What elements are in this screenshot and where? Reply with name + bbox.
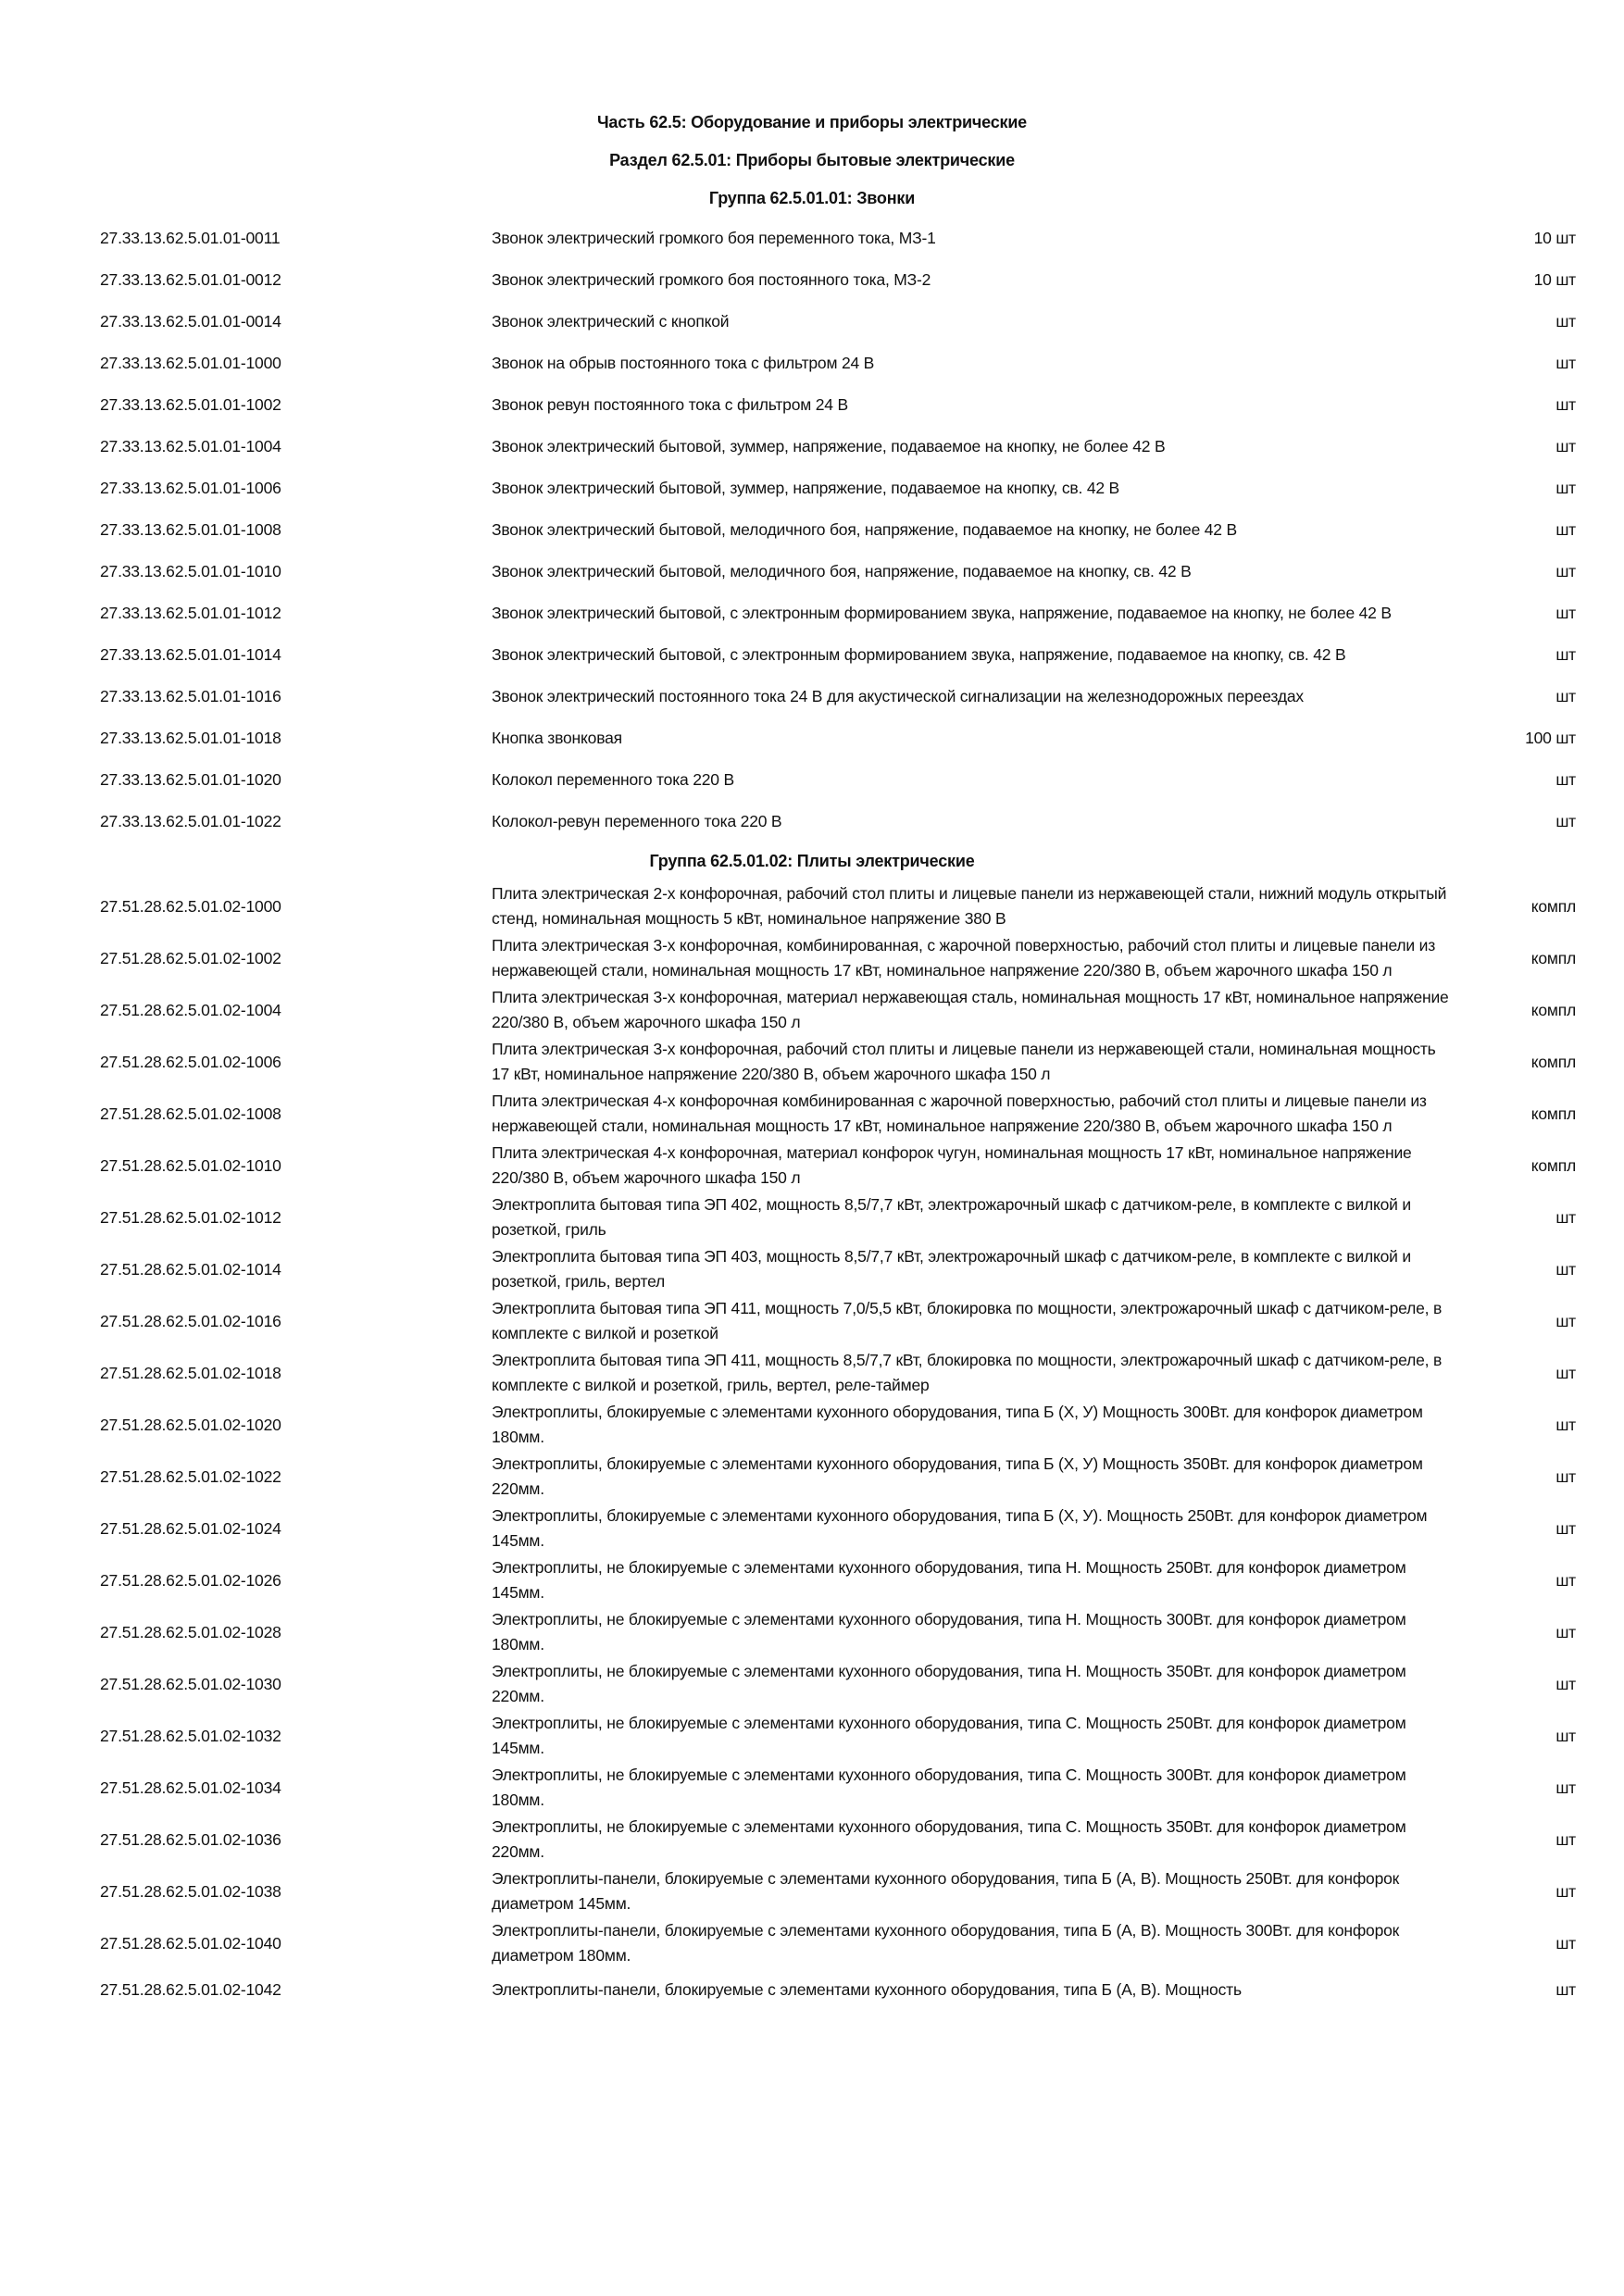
item-description: Кнопка звонковая (492, 729, 622, 747)
table-row (0, 301, 1624, 343)
item-unit: шт (1555, 1259, 1576, 1279)
table-row (0, 551, 1624, 593)
item-code: 27.51.28.62.5.01.02-1038 (100, 1881, 281, 1901)
item-code: 27.51.28.62.5.01.02-1042 (100, 1980, 281, 1999)
item-code: 27.51.28.62.5.01.02-1040 (100, 1933, 281, 1953)
table-row (0, 759, 1624, 801)
item-description: Плита электрическая 3-х конфорочная, рабочий стол плиты и лицевые панели из нержавеющей стали, номинальная мощность 17 кВт, номинальное напряжение 220/380 В, объем жарочного шкафа 150 л (492, 1040, 1436, 1083)
item-unit: шт (1555, 604, 1576, 622)
item-description: Электроплиты, блокируемые с элементами кухонного оборудования, типа Б (Х, У) Мощность 350Вт. для конфорок диаметром 220мм. (492, 1454, 1423, 1498)
item-description: Плита электрическая 3-х конфорочная, комбинированная, с жарочной поверхностью, рабочий стол плиты и лицевые панели из нержавеющей стали, номинальная мощность 17 кВт, номинальное напряжение 220/380 В, объем жарочного шкафа 150 л (492, 936, 1436, 980)
item-description: Электроплиты, блокируемые с элементами кухонного оборудования, типа Б (Х, У). Мощность 250Вт. для конфорок диаметром 145мм. (492, 1506, 1428, 1550)
item-description: Электроплиты, не блокируемые с элементами кухонного оборудования, типа Н. Мощность 350Вт. для конфорок диаметром 220мм. (492, 1662, 1406, 1705)
group-title: Группа 62.5.01.01: Звонки (708, 189, 916, 207)
item-description: Колокол переменного тока 220 В (492, 770, 734, 789)
table-row (0, 718, 1624, 759)
document-page (0, 104, 1624, 2011)
item-description: Звонок электрический бытовой, с электронным формированием звука, напряжение, подаваемое на кнопку, не более 42 В (492, 604, 1392, 622)
item-code: 27.33.13.62.5.01.01-1020 (100, 770, 281, 789)
table-row (0, 1503, 1624, 1554)
table-row (0, 1814, 1624, 1866)
part-title: Часть 62.5: Оборудование и приборы электрические (596, 113, 1027, 131)
table-row (0, 384, 1624, 426)
item-code: 27.33.13.62.5.01.01-1018 (100, 729, 281, 747)
item-unit: шт (1555, 812, 1576, 830)
item-unit: шт (1555, 395, 1576, 414)
item-code: 27.51.28.62.5.01.02-1006 (100, 1052, 281, 1071)
section-title: Раздел 62.5.01: Приборы бытовые электрические (609, 151, 1015, 169)
item-description: Звонок электрический громкого боя переменного тока, МЗ-1 (492, 229, 936, 247)
item-description: Плита электрическая 4-х конфорочная комбинированная с жарочной поверхностью, рабочий стол плиты и лицевые панели из нержавеющей стали, номинальная мощность 17 кВт, номинальное напряжение 220/380 В, объем жарочного шкафа 150 л (492, 1092, 1427, 1135)
item-unit: шт (1555, 1311, 1576, 1330)
item-unit: шт (1555, 1881, 1576, 1901)
item-description: Звонок ревун постоянного тока с фильтром 24 В (492, 395, 848, 414)
item-description: Звонок электрический бытовой, мелодичного боя, напряжение, подаваемое на кнопку, св. 42 В (492, 562, 1192, 580)
item-description: Электроплиты, не блокируемые с элементами кухонного оборудования, типа Н. Мощность 300Вт. для конфорок диаметром 180мм. (492, 1610, 1406, 1653)
item-code: 27.33.13.62.5.01.01-1006 (100, 479, 281, 497)
table-row (0, 1969, 1624, 2011)
item-code: 27.33.13.62.5.01.01-1000 (100, 354, 281, 372)
table-row (0, 1658, 1624, 1710)
item-code: 27.33.13.62.5.01.01-1012 (100, 604, 281, 622)
item-unit: компл (1530, 1155, 1576, 1175)
table-row (0, 634, 1624, 676)
item-unit: шт (1555, 1466, 1576, 1486)
item-unit: компл (1530, 1052, 1576, 1071)
item-description: Электроплиты, не блокируемые с элементами кухонного оборудования, типа С. Мощность 300Вт. для конфорок диаметром 180мм. (492, 1766, 1406, 1809)
table-row (0, 593, 1624, 634)
item-unit: шт (1555, 1415, 1576, 1434)
table-row (0, 932, 1624, 984)
item-code: 27.33.13.62.5.01.01-1010 (100, 562, 281, 580)
item-description: Звонок электрический громкого боя постоянного тока, МЗ-2 (492, 270, 931, 289)
item-code: 27.51.28.62.5.01.02-1028 (100, 1622, 281, 1641)
item-description: Электроплиты-панели, блокируемые с элементами кухонного оборудования, типа Б (А, В). Мощность 250Вт. для конфорок диаметром 145мм. (492, 1869, 1400, 1913)
item-code: 27.33.13.62.5.01.01-1014 (100, 645, 281, 664)
item-description: Звонок электрический бытовой, зуммер, напряжение, подаваемое на кнопку, не более 42 В (492, 437, 1166, 455)
table-row (0, 1606, 1624, 1658)
table-row (0, 259, 1624, 301)
item-description: Электроплита бытовая типа ЭП 411, мощность 8,5/7,7 кВт, блокировка по мощности, электрожарочный шкаф с датчиком-реле, в комплекте с вилкой и розеткой, гриль, вертел, реле-таймер (492, 1351, 1443, 1394)
table-row (0, 509, 1624, 551)
item-code: 27.51.28.62.5.01.02-1000 (100, 896, 281, 916)
item-unit: шт (1555, 562, 1576, 580)
item-unit: шт (1555, 1363, 1576, 1382)
item-unit: компл (1530, 1000, 1576, 1019)
item-unit: шт (1555, 312, 1576, 331)
table-row (0, 1451, 1624, 1503)
item-code: 27.33.13.62.5.01.01-1016 (100, 687, 281, 705)
item-description: Плита электрическая 2-х конфорочная, рабочий стол плиты и лицевые панели из нержавеющей стали, нижний модуль открытый стенд, номинальная мощность 5 кВт, номинальное напряжение 380 В (492, 884, 1447, 928)
item-code: 27.51.28.62.5.01.02-1018 (100, 1363, 281, 1382)
item-code: 27.51.28.62.5.01.02-1024 (100, 1518, 281, 1538)
item-unit: 10 шт (1533, 229, 1576, 247)
item-unit: шт (1555, 1980, 1576, 1999)
item-code: 27.33.13.62.5.01.01-0014 (100, 312, 281, 331)
item-unit: шт (1555, 1674, 1576, 1693)
item-code: 27.51.28.62.5.01.02-1022 (100, 1466, 281, 1486)
table-row (0, 801, 1624, 842)
table-row (0, 1036, 1624, 1088)
item-unit: компл (1530, 948, 1576, 967)
item-code: 27.51.28.62.5.01.02-1014 (100, 1259, 281, 1279)
table-row (0, 1399, 1624, 1451)
item-code: 27.51.28.62.5.01.02-1032 (100, 1726, 281, 1745)
item-description: Плита электрическая 3-х конфорочная, материал нержавеющая сталь, номинальная мощность 17 кВт, номинальное напряжение 220/380 В, объем жарочного шкафа 150 л (492, 988, 1449, 1031)
item-description: Звонок электрический бытовой, мелодичного боя, напряжение, подаваемое на кнопку, не более 42 В (492, 520, 1237, 539)
item-unit: шт (1555, 1570, 1576, 1590)
item-unit: шт (1555, 479, 1576, 497)
item-description: Звонок электрический постоянного тока 24 В для акустической сигнализации на железнодорожных переездах (492, 687, 1304, 705)
item-description: Электроплиты, не блокируемые с элементами кухонного оборудования, типа С. Мощность 350Вт. для конфорок диаметром 220мм. (492, 1817, 1406, 1861)
table-row (0, 1554, 1624, 1606)
item-description: Звонок электрический бытовой, с электронным формированием звука, напряжение, подаваемое на кнопку, св. 42 В (492, 645, 1346, 664)
item-unit: шт (1555, 1829, 1576, 1849)
item-description: Электроплита бытовая типа ЭП 411, мощность 7,0/5,5 кВт, блокировка по мощности, электрожарочный шкаф с датчиком-реле, в комплекте с вилкой и розеткой (492, 1299, 1443, 1342)
item-description: Звонок на обрыв постоянного тока с фильтром 24 В (492, 354, 875, 372)
item-unit: компл (1530, 896, 1576, 916)
item-unit: шт (1555, 520, 1576, 539)
item-unit: шт (1555, 1207, 1576, 1227)
table-row (0, 1140, 1624, 1192)
item-description: Плита электрическая 4-х конфорочная, материал конфорок чугун, номинальная мощность 17 кВт, номинальное напряжение 220/380 В, объем жарочного шкафа 150 л (492, 1143, 1412, 1187)
item-unit: 10 шт (1533, 270, 1576, 289)
table-row (0, 1917, 1624, 1969)
group-title: Группа 62.5.01.02: Плиты электрические (649, 852, 975, 870)
item-code: 27.51.28.62.5.01.02-1012 (100, 1207, 281, 1227)
item-code: 27.51.28.62.5.01.02-1030 (100, 1674, 281, 1693)
table-row (0, 1243, 1624, 1295)
item-description: Электроплиты-панели, блокируемые с элементами кухонного оборудования, типа Б (А, В). Мощность (492, 1980, 1242, 1999)
table-row (0, 468, 1624, 509)
item-unit: шт (1555, 687, 1576, 705)
item-unit: шт (1555, 437, 1576, 455)
table-row (0, 1762, 1624, 1814)
item-code: 27.33.13.62.5.01.01-1004 (100, 437, 281, 455)
item-code: 27.51.28.62.5.01.02-1034 (100, 1778, 281, 1797)
table-row (0, 1347, 1624, 1399)
item-description: Звонок электрический бытовой, зуммер, напряжение, подаваемое на кнопку, св. 42 В (492, 479, 1120, 497)
item-description: Колокол-ревун переменного тока 220 В (492, 812, 782, 830)
table-row (0, 1866, 1624, 1917)
table-row (0, 1192, 1624, 1243)
item-unit: компл (1530, 1104, 1576, 1123)
item-code: 27.33.13.62.5.01.01-1008 (100, 520, 281, 539)
table-row (0, 984, 1624, 1036)
table-row (0, 426, 1624, 468)
table-row (0, 218, 1624, 259)
item-unit: шт (1555, 354, 1576, 372)
table-row (0, 1710, 1624, 1762)
table-row (0, 1088, 1624, 1140)
table-row (0, 676, 1624, 718)
table-row (0, 880, 1624, 932)
item-code: 27.51.28.62.5.01.02-1016 (100, 1311, 281, 1330)
item-unit: шт (1555, 1933, 1576, 1953)
item-description: Электроплиты-панели, блокируемые с элементами кухонного оборудования, типа Б (А, В). Мощность 300Вт. для конфорок диаметром 180мм. (492, 1921, 1400, 1965)
item-code: 27.51.28.62.5.01.02-1002 (100, 948, 281, 967)
item-description: Электроплиты, не блокируемые с элементами кухонного оборудования, типа Н. Мощность 250Вт. для конфорок диаметром 145мм. (492, 1558, 1406, 1602)
item-code: 27.51.28.62.5.01.02-1020 (100, 1415, 281, 1434)
item-code: 27.33.13.62.5.01.01-0012 (100, 270, 281, 289)
item-description: Электроплиты, не блокируемые с элементами кухонного оборудования, типа С. Мощность 250Вт. для конфорок диаметром 145мм. (492, 1714, 1406, 1757)
item-code: 27.33.13.62.5.01.01-1022 (100, 812, 281, 830)
item-unit: шт (1555, 645, 1576, 664)
item-code: 27.33.13.62.5.01.01-0011 (100, 229, 281, 247)
price-list (0, 180, 1624, 2011)
item-code: 27.51.28.62.5.01.02-1008 (100, 1104, 281, 1123)
item-code: 27.51.28.62.5.01.02-1026 (100, 1570, 281, 1590)
item-description: Электроплиты, блокируемые с элементами кухонного оборудования, типа Б (Х, У) Мощность 300Вт. для конфорок диаметром 180мм. (492, 1403, 1423, 1446)
item-code: 27.33.13.62.5.01.01-1002 (100, 395, 281, 414)
item-unit: шт (1555, 1622, 1576, 1641)
item-unit: шт (1555, 770, 1576, 789)
item-unit: шт (1555, 1518, 1576, 1538)
item-unit: 100 шт (1525, 729, 1576, 747)
item-unit: шт (1555, 1778, 1576, 1797)
table-row (0, 1295, 1624, 1347)
item-description: Звонок электрический с кнопкой (492, 312, 730, 331)
item-unit: шт (1555, 1726, 1576, 1745)
item-code: 27.51.28.62.5.01.02-1010 (100, 1155, 281, 1175)
item-description: Электроплита бытовая типа ЭП 402, мощность 8,5/7,7 кВт, электрожарочный шкаф с датчиком-реле, в комплекте с вилкой и розеткой, гриль (492, 1195, 1411, 1239)
item-code: 27.51.28.62.5.01.02-1004 (100, 1000, 281, 1019)
item-description: Электроплита бытовая типа ЭП 403, мощность 8,5/7,7 кВт, электрожарочный шкаф с датчиком-реле, в комплекте с вилкой и розеткой, гриль, вертел (492, 1247, 1411, 1291)
item-code: 27.51.28.62.5.01.02-1036 (100, 1829, 281, 1849)
table-row (0, 343, 1624, 384)
